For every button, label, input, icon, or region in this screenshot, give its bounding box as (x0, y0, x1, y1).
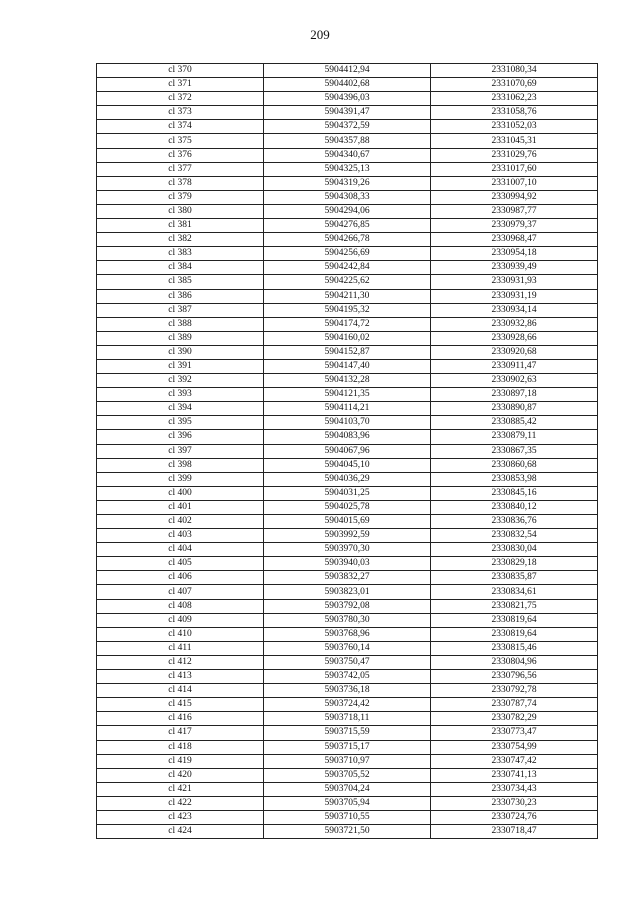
x-coordinate-cell: 5903970,30 (264, 543, 431, 557)
point-id-cell: cl 385 (97, 275, 264, 289)
x-coordinate-cell: 5903940,03 (264, 557, 431, 571)
y-coordinate-cell: 2330968,47 (431, 233, 598, 247)
point-id-cell: cl 397 (97, 444, 264, 458)
point-id-cell: cl 414 (97, 684, 264, 698)
y-coordinate-cell: 2330787,74 (431, 698, 598, 712)
table-row (97, 331, 598, 345)
y-coordinate-cell: 2330879,11 (431, 430, 598, 444)
table-row (97, 416, 598, 430)
y-coordinate-cell: 2330834,61 (431, 585, 598, 599)
x-coordinate-cell: 5904174,72 (264, 317, 431, 331)
table-row (97, 444, 598, 458)
point-id-cell: cl 395 (97, 416, 264, 430)
x-coordinate-cell: 5904114,21 (264, 402, 431, 416)
x-coordinate-cell: 5903715,59 (264, 726, 431, 740)
coordinates-table (96, 63, 598, 839)
x-coordinate-cell: 5903724,42 (264, 698, 431, 712)
y-coordinate-cell: 2330821,75 (431, 599, 598, 613)
x-coordinate-cell: 5904031,25 (264, 486, 431, 500)
table-row (97, 190, 598, 204)
point-id-cell: cl 394 (97, 402, 264, 416)
x-coordinate-cell: 5903768,96 (264, 627, 431, 641)
x-coordinate-cell: 5904319,26 (264, 176, 431, 190)
x-coordinate-cell: 5904276,85 (264, 219, 431, 233)
y-coordinate-cell: 2330773,47 (431, 726, 598, 740)
x-coordinate-cell: 5904160,02 (264, 331, 431, 345)
table-row (97, 782, 598, 796)
x-coordinate-cell: 5903832,27 (264, 571, 431, 585)
y-coordinate-cell: 2331052,03 (431, 120, 598, 134)
point-id-cell: cl 419 (97, 754, 264, 768)
point-id-cell: cl 371 (97, 78, 264, 92)
y-coordinate-cell: 2330932,86 (431, 317, 598, 331)
table-row (97, 740, 598, 754)
table-row (97, 712, 598, 726)
table-row (97, 810, 598, 824)
point-id-cell: cl 387 (97, 303, 264, 317)
table-row (97, 486, 598, 500)
table-row (97, 754, 598, 768)
point-id-cell: cl 417 (97, 726, 264, 740)
x-coordinate-cell: 5904015,69 (264, 515, 431, 529)
x-coordinate-cell: 5903992,59 (264, 529, 431, 543)
table-row (97, 655, 598, 669)
point-id-cell: cl 416 (97, 712, 264, 726)
point-id-cell: cl 409 (97, 613, 264, 627)
x-coordinate-cell: 5903780,30 (264, 613, 431, 627)
x-coordinate-cell: 5904402,68 (264, 78, 431, 92)
point-id-cell: cl 383 (97, 247, 264, 261)
table-row (97, 599, 598, 613)
point-id-cell: cl 398 (97, 458, 264, 472)
table-row (97, 78, 598, 92)
y-coordinate-cell: 2331029,76 (431, 148, 598, 162)
y-coordinate-cell: 2330836,76 (431, 515, 598, 529)
y-coordinate-cell: 2330931,19 (431, 289, 598, 303)
table-row (97, 247, 598, 261)
table-row (97, 557, 598, 571)
x-coordinate-cell: 5903750,47 (264, 655, 431, 669)
table-row (97, 303, 598, 317)
y-coordinate-cell: 2331045,31 (431, 134, 598, 148)
x-coordinate-cell: 5903792,08 (264, 599, 431, 613)
x-coordinate-cell: 5904396,03 (264, 92, 431, 106)
y-coordinate-cell: 2330819,64 (431, 627, 598, 641)
y-coordinate-cell: 2331017,60 (431, 162, 598, 176)
x-coordinate-cell: 5903715,17 (264, 740, 431, 754)
table-row (97, 627, 598, 641)
table-row (97, 374, 598, 388)
table-row (97, 500, 598, 514)
y-coordinate-cell: 2330890,87 (431, 402, 598, 416)
point-id-cell: cl 399 (97, 472, 264, 486)
x-coordinate-cell: 5903705,52 (264, 768, 431, 782)
table-row (97, 162, 598, 176)
x-coordinate-cell: 5904025,78 (264, 500, 431, 514)
table-row (97, 317, 598, 331)
point-id-cell: cl 405 (97, 557, 264, 571)
point-id-cell: cl 370 (97, 64, 264, 78)
point-id-cell: cl 393 (97, 388, 264, 402)
point-id-cell: cl 373 (97, 106, 264, 120)
table-row (97, 458, 598, 472)
x-coordinate-cell: 5903704,24 (264, 782, 431, 796)
point-id-cell: cl 413 (97, 670, 264, 684)
y-coordinate-cell: 2330792,78 (431, 684, 598, 698)
table-row (97, 472, 598, 486)
x-coordinate-cell: 5904294,06 (264, 204, 431, 218)
table-row (97, 641, 598, 655)
table-row (97, 233, 598, 247)
point-id-cell: cl 392 (97, 374, 264, 388)
x-coordinate-cell: 5903760,14 (264, 641, 431, 655)
x-coordinate-cell: 5904121,35 (264, 388, 431, 402)
y-coordinate-cell: 2330832,54 (431, 529, 598, 543)
table-row (97, 120, 598, 134)
x-coordinate-cell: 5904357,88 (264, 134, 431, 148)
x-coordinate-cell: 5904266,78 (264, 233, 431, 247)
point-id-cell: cl 421 (97, 782, 264, 796)
table-row (97, 698, 598, 712)
y-coordinate-cell: 2330741,13 (431, 768, 598, 782)
table-row (97, 289, 598, 303)
point-id-cell: cl 411 (97, 641, 264, 655)
point-id-cell: cl 376 (97, 148, 264, 162)
table-row (97, 148, 598, 162)
point-id-cell: cl 412 (97, 655, 264, 669)
x-coordinate-cell: 5904195,32 (264, 303, 431, 317)
table-row (97, 515, 598, 529)
x-coordinate-cell: 5904372,59 (264, 120, 431, 134)
point-id-cell: cl 422 (97, 796, 264, 810)
y-coordinate-cell: 2330939,49 (431, 261, 598, 275)
table-row (97, 359, 598, 373)
table-row (97, 684, 598, 698)
y-coordinate-cell: 2330934,14 (431, 303, 598, 317)
y-coordinate-cell: 2330902,63 (431, 374, 598, 388)
x-coordinate-cell: 5904412,94 (264, 64, 431, 78)
point-id-cell: cl 374 (97, 120, 264, 134)
point-id-cell: cl 408 (97, 599, 264, 613)
y-coordinate-cell: 2330994,92 (431, 190, 598, 204)
point-id-cell: cl 388 (97, 317, 264, 331)
table-row (97, 388, 598, 402)
point-id-cell: cl 381 (97, 219, 264, 233)
x-coordinate-cell: 5904036,29 (264, 472, 431, 486)
point-id-cell: cl 389 (97, 331, 264, 345)
y-coordinate-cell: 2330920,68 (431, 345, 598, 359)
point-id-cell: cl 386 (97, 289, 264, 303)
x-coordinate-cell: 5904083,96 (264, 430, 431, 444)
point-id-cell: cl 415 (97, 698, 264, 712)
page-number: 209 (310, 27, 330, 42)
point-id-cell: cl 391 (97, 359, 264, 373)
x-coordinate-cell: 5903710,97 (264, 754, 431, 768)
table-row (97, 796, 598, 810)
table-row (97, 768, 598, 782)
table-row (97, 529, 598, 543)
y-coordinate-cell: 2331062,23 (431, 92, 598, 106)
y-coordinate-cell: 2330724,76 (431, 810, 598, 824)
table-row (97, 106, 598, 120)
point-id-cell: cl 400 (97, 486, 264, 500)
table-row (97, 92, 598, 106)
x-coordinate-cell: 5903736,18 (264, 684, 431, 698)
y-coordinate-cell: 2331070,69 (431, 78, 598, 92)
point-id-cell: cl 403 (97, 529, 264, 543)
table-row (97, 726, 598, 740)
table-row (97, 261, 598, 275)
y-coordinate-cell: 2330853,98 (431, 472, 598, 486)
y-coordinate-cell: 2330987,77 (431, 204, 598, 218)
x-coordinate-cell: 5903721,50 (264, 825, 431, 839)
y-coordinate-cell: 2330845,16 (431, 486, 598, 500)
y-coordinate-cell: 2330730,23 (431, 796, 598, 810)
y-coordinate-cell: 2330754,99 (431, 740, 598, 754)
y-coordinate-cell: 2331007,10 (431, 176, 598, 190)
point-id-cell: cl 404 (97, 543, 264, 557)
table-row (97, 275, 598, 289)
table-row (97, 64, 598, 78)
table-row (97, 402, 598, 416)
y-coordinate-cell: 2330830,04 (431, 543, 598, 557)
table-row (97, 134, 598, 148)
y-coordinate-cell: 2330954,18 (431, 247, 598, 261)
point-id-cell: cl 410 (97, 627, 264, 641)
point-id-cell: cl 382 (97, 233, 264, 247)
y-coordinate-cell: 2330815,46 (431, 641, 598, 655)
y-coordinate-cell: 2330835,87 (431, 571, 598, 585)
x-coordinate-cell: 5904256,69 (264, 247, 431, 261)
table-row (97, 204, 598, 218)
y-coordinate-cell: 2330911,47 (431, 359, 598, 373)
point-id-cell: cl 424 (97, 825, 264, 839)
point-id-cell: cl 420 (97, 768, 264, 782)
y-coordinate-cell: 2330860,68 (431, 458, 598, 472)
y-coordinate-cell: 2330928,66 (431, 331, 598, 345)
y-coordinate-cell: 2331058,76 (431, 106, 598, 120)
point-id-cell: cl 390 (97, 345, 264, 359)
x-coordinate-cell: 5903823,01 (264, 585, 431, 599)
point-id-cell: cl 379 (97, 190, 264, 204)
x-coordinate-cell: 5904391,47 (264, 106, 431, 120)
y-coordinate-cell: 2330796,56 (431, 670, 598, 684)
x-coordinate-cell: 5904225,62 (264, 275, 431, 289)
y-coordinate-cell: 2330867,35 (431, 444, 598, 458)
y-coordinate-cell: 2330718,47 (431, 825, 598, 839)
x-coordinate-cell: 5904103,70 (264, 416, 431, 430)
point-id-cell: cl 396 (97, 430, 264, 444)
table-row (97, 543, 598, 557)
point-id-cell: cl 402 (97, 515, 264, 529)
y-coordinate-cell: 2330819,64 (431, 613, 598, 627)
point-id-cell: cl 380 (97, 204, 264, 218)
x-coordinate-cell: 5904067,96 (264, 444, 431, 458)
table-row (97, 585, 598, 599)
table-row (97, 176, 598, 190)
x-coordinate-cell: 5904152,87 (264, 345, 431, 359)
y-coordinate-cell: 2330885,42 (431, 416, 598, 430)
x-coordinate-cell: 5903705,94 (264, 796, 431, 810)
x-coordinate-cell: 5904308,33 (264, 190, 431, 204)
x-coordinate-cell: 5904147,40 (264, 359, 431, 373)
x-coordinate-cell: 5904325,13 (264, 162, 431, 176)
point-id-cell: cl 372 (97, 92, 264, 106)
y-coordinate-cell: 2330829,18 (431, 557, 598, 571)
x-coordinate-cell: 5904211,30 (264, 289, 431, 303)
table-row (97, 571, 598, 585)
y-coordinate-cell: 2330734,43 (431, 782, 598, 796)
x-coordinate-cell: 5903710,55 (264, 810, 431, 824)
point-id-cell: cl 384 (97, 261, 264, 275)
table-row (97, 670, 598, 684)
point-id-cell: cl 423 (97, 810, 264, 824)
table-row (97, 430, 598, 444)
y-coordinate-cell: 2330782,29 (431, 712, 598, 726)
x-coordinate-cell: 5903718,11 (264, 712, 431, 726)
point-id-cell: cl 418 (97, 740, 264, 754)
x-coordinate-cell: 5904242,84 (264, 261, 431, 275)
point-id-cell: cl 377 (97, 162, 264, 176)
table-row (97, 345, 598, 359)
point-id-cell: cl 375 (97, 134, 264, 148)
x-coordinate-cell: 5904045,10 (264, 458, 431, 472)
point-id-cell: cl 401 (97, 500, 264, 514)
y-coordinate-cell: 2330804,96 (431, 655, 598, 669)
y-coordinate-cell: 2331080,34 (431, 64, 598, 78)
table-row (97, 219, 598, 233)
x-coordinate-cell: 5903742,05 (264, 670, 431, 684)
table-row (97, 825, 598, 839)
y-coordinate-cell: 2330840,12 (431, 500, 598, 514)
point-id-cell: cl 378 (97, 176, 264, 190)
table-row (97, 613, 598, 627)
y-coordinate-cell: 2330931,93 (431, 275, 598, 289)
x-coordinate-cell: 5904132,28 (264, 374, 431, 388)
point-id-cell: cl 406 (97, 571, 264, 585)
y-coordinate-cell: 2330897,18 (431, 388, 598, 402)
point-id-cell: cl 407 (97, 585, 264, 599)
y-coordinate-cell: 2330747,42 (431, 754, 598, 768)
x-coordinate-cell: 5904340,67 (264, 148, 431, 162)
coordinates-table-body (97, 64, 598, 839)
y-coordinate-cell: 2330979,37 (431, 219, 598, 233)
